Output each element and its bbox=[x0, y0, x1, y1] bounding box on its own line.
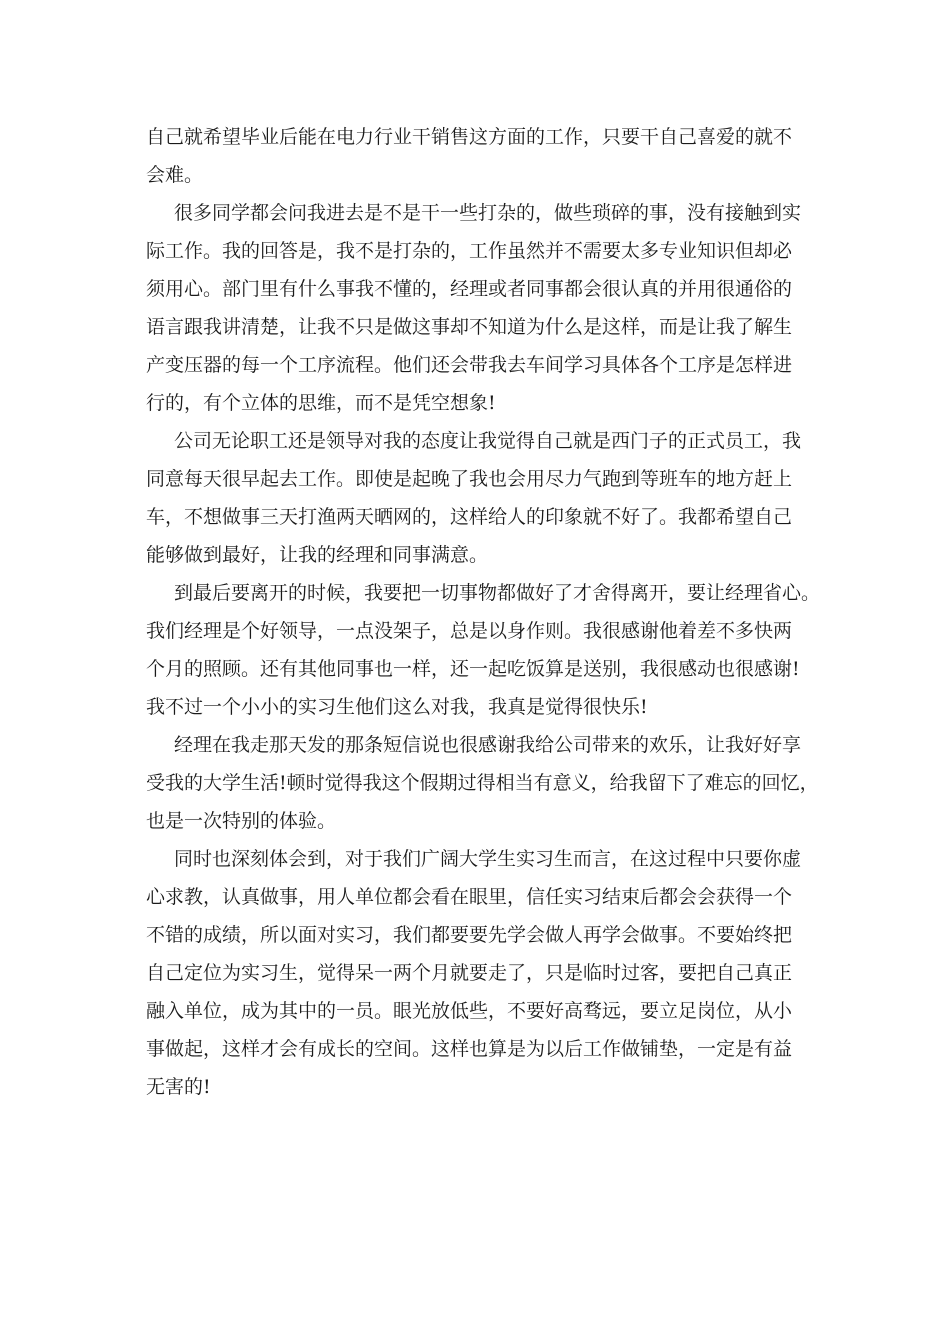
text-line: 很多同学都会问我进去是不是干一些打杂的，做些琐碎的事，没有接触到实 bbox=[174, 202, 802, 224]
text-line: 语言跟我讲清楚，让我不只是做这事却不知道为什么是这样，而是让我了解生 bbox=[146, 316, 793, 338]
text-line: 自己定位为实习生，觉得呆一两个月就要走了，只是临时过客，要把自己真正 bbox=[146, 962, 793, 984]
text-line: 个月的照顾。还有其他同事也一样，还一起吃饭算是送别，我很感动也很感谢! bbox=[146, 658, 800, 680]
text-line: 同意每天很早起去工作。即使是起晚了我也会用尽力气跑到等班车的地方赶上 bbox=[146, 468, 793, 490]
text-line: 无害的! bbox=[146, 1076, 211, 1098]
text-line: 经理在我走那天发的那条短信说也很感谢我给公司带来的欢乐，让我好好享 bbox=[174, 734, 802, 756]
paragraph bbox=[146, 574, 826, 726]
paragraph bbox=[146, 726, 826, 840]
paragraph bbox=[146, 118, 826, 194]
text-line: 到最后要离开的时候，我要把一切事物都做好了才舍得离开，要让经理省心。 bbox=[174, 582, 821, 604]
text-line: 公司无论职工还是领导对我的态度让我觉得自己就是西门子的正式员工，我 bbox=[174, 430, 802, 452]
body-text bbox=[146, 118, 826, 1106]
paragraph bbox=[146, 194, 826, 422]
text-line: 不错的成绩，所以面对实习，我们都要要先学会做人再学会做事。不要始终把 bbox=[146, 924, 793, 946]
text-line: 能够做到最好，让我的经理和同事满意。 bbox=[146, 544, 489, 566]
text-line: 须用心。部门里有什么事我不懂的，经理或者同事都会很认真的并用很通俗的 bbox=[146, 278, 793, 300]
text-line: 际工作。我的回答是，我不是打杂的，工作虽然并不需要太多专业知识但却必 bbox=[146, 240, 793, 262]
text-line: 自己就希望毕业后能在电力行业干销售这方面的工作，只要干自己喜爱的就不 bbox=[146, 126, 793, 148]
text-line: 融入单位，成为其中的一员。眼光放低些，不要好高骛远，要立足岗位，从小 bbox=[146, 1000, 793, 1022]
text-line: 事做起，这样才会有成长的空间。这样也算是为以后工作做铺垫，一定是有益 bbox=[146, 1038, 793, 1060]
text-line: 会难。 bbox=[146, 164, 204, 186]
text-line: 产变压器的每一个工序流程。他们还会带我去车间学习具体各个工序是怎样进 bbox=[146, 354, 793, 376]
text-line: 心求教，认真做事，用人单位都会看在眼里，信任实习结束后都会会获得一个 bbox=[146, 886, 793, 908]
text-line: 同时也深刻体会到，对于我们广阔大学生实习生而言，在这过程中只要你虚 bbox=[174, 848, 802, 870]
text-line: 受我的大学生活!顿时觉得我这个假期过得相当有意义，给我留下了难忘的回忆， bbox=[146, 772, 819, 794]
text-line: 也是一次特别的体验。 bbox=[146, 810, 337, 832]
text-line: 我不过一个小小的实习生他们这么对我，我真是觉得很快乐! bbox=[146, 696, 648, 718]
paragraph bbox=[146, 840, 826, 1106]
text-line: 我们经理是个好领导，一点没架子，总是以身作则。我很感谢他着差不多快两 bbox=[146, 620, 793, 642]
paragraph bbox=[146, 422, 826, 574]
text-line: 车，不想做事三天打渔两天晒网的，这样给人的印象就不好了。我都希望自己 bbox=[146, 506, 793, 528]
text-line: 行的，有个立体的思维，而不是凭空想象! bbox=[146, 392, 496, 414]
